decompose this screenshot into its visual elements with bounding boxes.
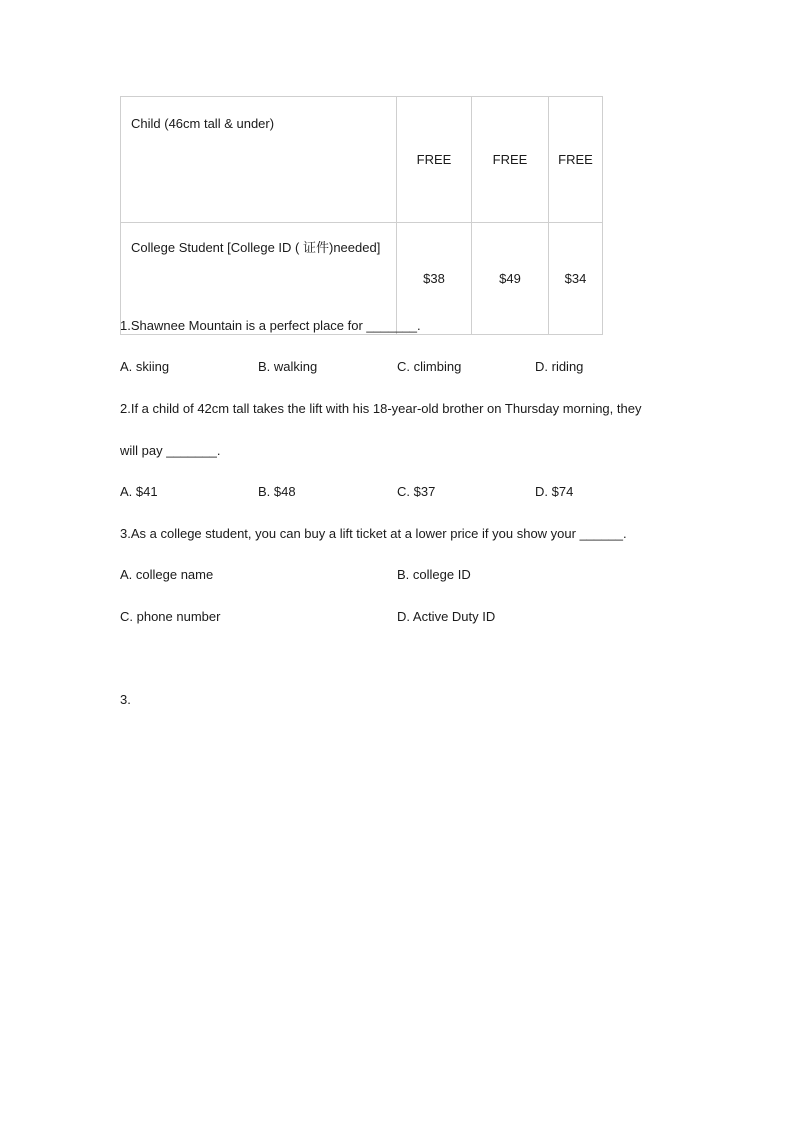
question-3-option-d: D. Active Duty ID [397,609,496,624]
question-3-option-c: C. phone number [120,609,221,624]
table-cell-price: FREE [472,97,549,223]
question-2-option-d: D. $74 [535,484,574,499]
table-cell-label: Child (46cm tall & under) [121,97,397,223]
question-1-option-a: A. skiing [120,359,170,374]
table-cell-price: FREE [549,97,603,223]
table-cell-price: $49 [472,223,549,335]
question-3-text: 3.As a college student, you can buy a lift ticket at a lower price if you show your ______. [120,526,627,541]
question-2-text-line2: will pay _______. [120,443,221,458]
price-table [120,96,603,335]
question-3-option-a: A. college name [120,567,214,582]
table-cell-price: FREE [397,97,472,223]
table-cell-price: $38 [397,223,472,335]
question-1-option-c: C. climbing [397,359,462,374]
section-marker: 3. [120,692,131,707]
table-row-child [121,97,603,223]
question-2-text-line1: 2.If a child of 42cm tall takes the lift with his 18-year-old brother on Thursday morning, they [120,401,642,416]
question-2-option-c: C. $37 [397,484,436,499]
question-1-option-b: B. walking [258,359,318,374]
question-1-option-d: D. riding [535,359,584,374]
question-2-option-b: B. $48 [258,484,296,499]
question-1-text: 1.Shawnee Mountain is a perfect place for _______. [120,318,421,333]
table-cell-label: College Student [College ID ( 证件)needed] [121,223,397,335]
question-3-option-b: B. college ID [397,567,471,582]
question-2-option-a: A. $41 [120,484,158,499]
table-cell-price: $34 [549,223,603,335]
